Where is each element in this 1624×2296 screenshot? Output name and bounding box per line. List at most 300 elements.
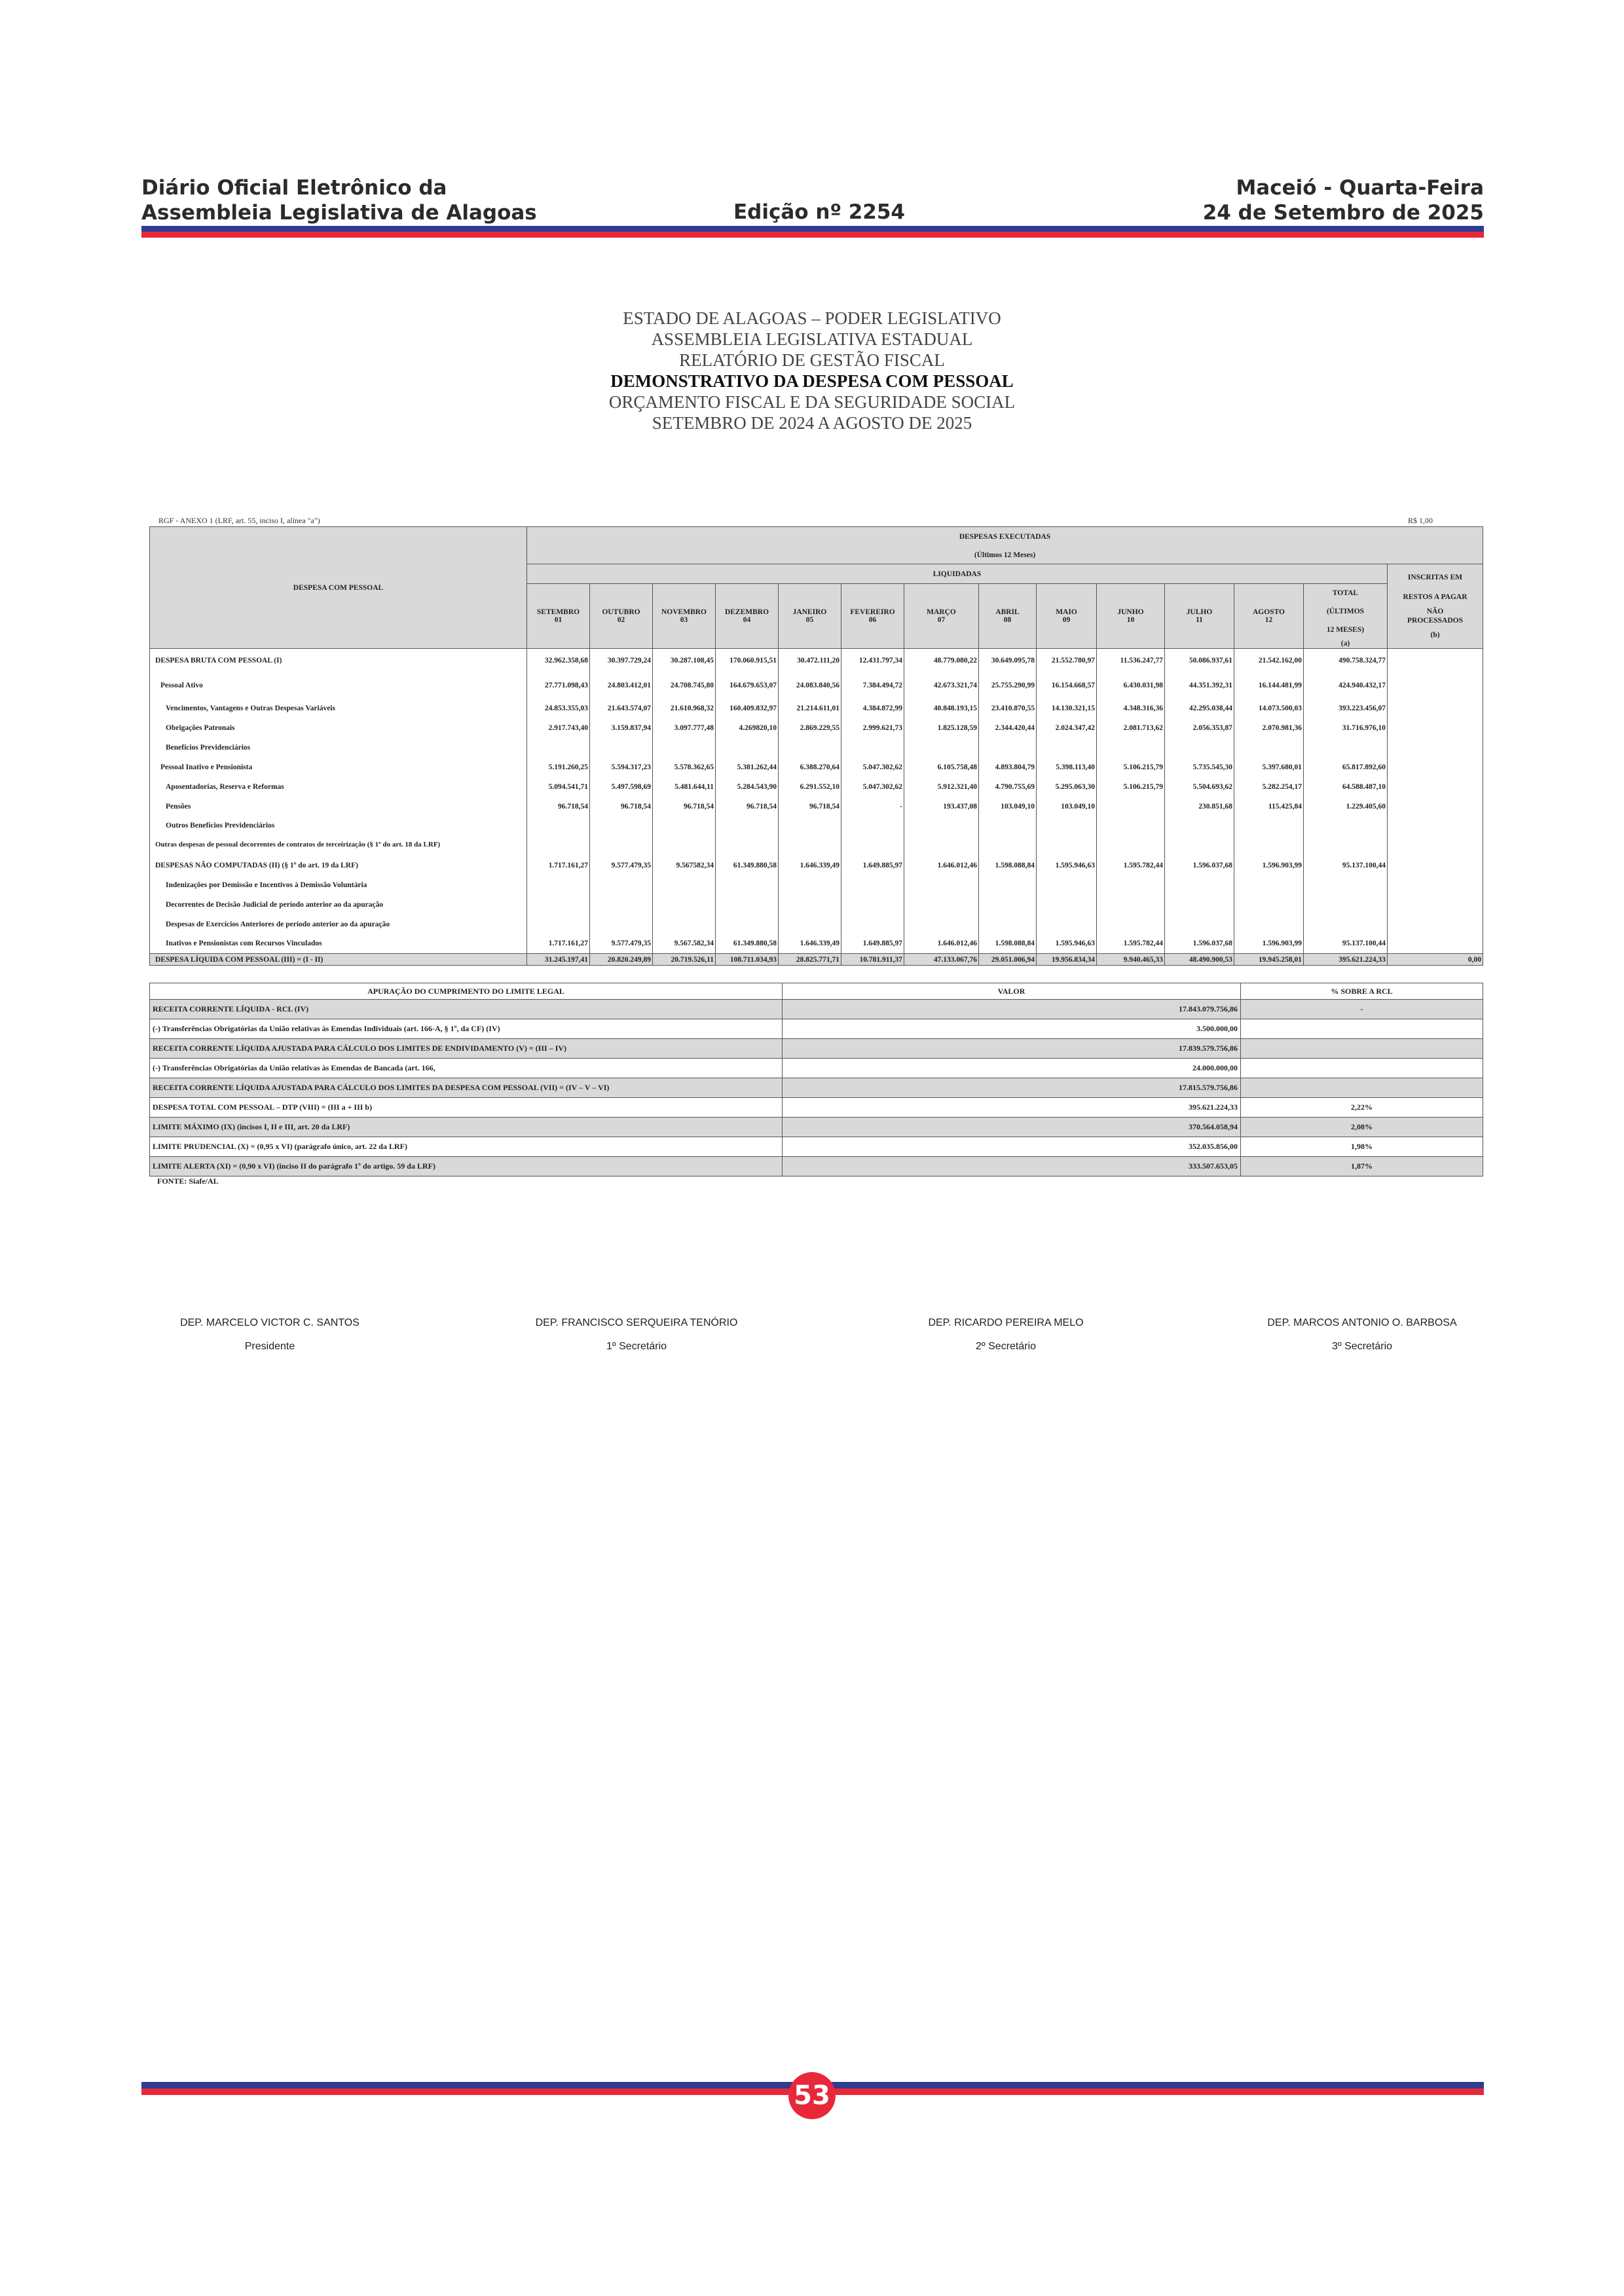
- row-value: [653, 875, 716, 895]
- header-month-9: [1097, 584, 1165, 649]
- row-value: 0,00: [1388, 954, 1483, 966]
- limit-percent: [1241, 1019, 1483, 1039]
- row-value: [1388, 875, 1483, 895]
- publication-date: [1203, 175, 1484, 225]
- row-value: 32.962.358,68: [527, 649, 590, 672]
- publication-title-line1: Diário Oficial Eletrônico da: [141, 176, 447, 200]
- row-label: Vencimentos, Vantagens e Outras Despesas Variáveis: [150, 699, 527, 718]
- row-value: [1165, 738, 1234, 757]
- row-value: [1234, 895, 1304, 915]
- month-name: ABRIL: [995, 608, 1020, 616]
- row-value: 108.711.034,93: [716, 954, 779, 966]
- signature-role: 3º Secretário: [1331, 1341, 1393, 1352]
- row-label: Pessoal Inativo e Pensionista: [150, 757, 527, 777]
- row-value: 5.106.215,79: [1097, 777, 1165, 797]
- header-month-2: [653, 584, 716, 649]
- row-value: 5.047.302,62: [841, 777, 904, 797]
- month-name: JUNHO: [1117, 608, 1144, 616]
- date-text: 24 de Setembro de 2025: [1202, 201, 1484, 225]
- row-value: 14.073.500,03: [1234, 699, 1304, 718]
- row-value: [841, 835, 904, 856]
- limit-percent: 1,98%: [1241, 1137, 1483, 1157]
- limit-label: RECEITA CORRENTE LÍQUIDA - RCL (IV): [150, 1000, 783, 1019]
- row-value: 5.047.302,62: [841, 757, 904, 777]
- row-value: [590, 816, 653, 835]
- row-value: 6.430.031,98: [1097, 672, 1165, 699]
- annex-label: RGF - ANEXO 1 (LRF, art. 55, inciso I, alínea "a"): [158, 516, 320, 525]
- row-value: 103.049,10: [979, 797, 1037, 816]
- row-value: 1.646.012,46: [904, 856, 979, 875]
- row-value: 5.912.321,40: [904, 777, 979, 797]
- signature-role: 1º Secretário: [606, 1341, 667, 1352]
- row-value: 5.094.541,71: [527, 777, 590, 797]
- row-value: 5.504.693,62: [1165, 777, 1234, 797]
- row-value: 21.214.611,01: [779, 699, 841, 718]
- table-row: [150, 875, 1483, 895]
- row-value: 5.295.063,30: [1037, 777, 1097, 797]
- row-value: [716, 816, 779, 835]
- month-num: 06: [868, 616, 877, 624]
- header-despesa: DESPESA COM PESSOAL: [150, 527, 527, 649]
- row-value: [904, 816, 979, 835]
- row-value: [1097, 797, 1165, 816]
- row-value: 44.351.392,31: [1165, 672, 1234, 699]
- row-value: [1304, 738, 1388, 757]
- signature-role: 2º Secretário: [975, 1341, 1037, 1352]
- row-value: [1388, 856, 1483, 875]
- month-name: FEVEREIRO: [850, 608, 895, 616]
- row-value: [716, 738, 779, 757]
- limit-row: [150, 1039, 1483, 1059]
- limit-label: LIMITE ALERTA (XI) = (0,90 x VI) (inciso II do parágrafo 1º do artigo. 59 da LRF): [150, 1157, 783, 1176]
- row-value: 5.735.545,30: [1165, 757, 1234, 777]
- row-label: Obrigações Patronais: [150, 718, 527, 738]
- row-value: [1304, 816, 1388, 835]
- row-value: 24.803.412,01: [590, 672, 653, 699]
- row-value: 164.679.653,07: [716, 672, 779, 699]
- row-label: Pensões: [150, 797, 527, 816]
- row-value: [1097, 875, 1165, 895]
- publication-title: [141, 175, 537, 225]
- row-value: 1.646.339,49: [779, 856, 841, 875]
- page-number: 53: [788, 2072, 836, 2119]
- limits-header-label: APURAÇÃO DO CUMPRIMENTO DO LIMITE LEGAL: [150, 983, 783, 1000]
- row-value: [1097, 738, 1165, 757]
- row-value: 20.719.526,11: [653, 954, 716, 966]
- row-value: [1165, 895, 1234, 915]
- row-value: 19.956.834,34: [1037, 954, 1097, 966]
- row-label: DESPESAS NÃO COMPUTADAS (II) (§ 1º do art. 19 da LRF): [150, 856, 527, 875]
- month-name: AGOSTO: [1253, 608, 1285, 616]
- row-value: 1.596.037,68: [1165, 856, 1234, 875]
- row-value: 393.223.456,07: [1304, 699, 1388, 718]
- row-value: 21.552.780,97: [1037, 649, 1097, 672]
- edition-number: Edição nº 2254: [733, 200, 906, 224]
- currency-unit: R$ 1,00: [1408, 516, 1433, 525]
- row-value: 48.779.080,22: [904, 649, 979, 672]
- row-value: [841, 895, 904, 915]
- limit-percent: 1,87%: [1241, 1157, 1483, 1176]
- row-label: DESPESA LÍQUIDA COM PESSOAL (III) = (I - II): [150, 954, 527, 966]
- row-value: 23.410.870,55: [979, 699, 1037, 718]
- row-value: 12.431.797,34: [841, 649, 904, 672]
- row-value: [590, 915, 653, 934]
- month-num: 05: [805, 616, 814, 624]
- row-value: 24.708.745,80: [653, 672, 716, 699]
- row-value: 1.595.782,44: [1097, 856, 1165, 875]
- source-note: FONTE: Siafe/AL: [157, 1176, 219, 1186]
- row-value: 4.893.804,79: [979, 757, 1037, 777]
- row-value: [779, 875, 841, 895]
- row-value: [590, 875, 653, 895]
- row-value: [1165, 816, 1234, 835]
- row-value: 1.229.405,60: [1304, 797, 1388, 816]
- row-value: 5.282.254,17: [1234, 777, 1304, 797]
- row-value: [527, 738, 590, 757]
- limit-value: 352.035.856,00: [783, 1137, 1241, 1157]
- row-value: 16.154.668,57: [1037, 672, 1097, 699]
- row-value: 42.673.321,74: [904, 672, 979, 699]
- row-value: 1.595.946,63: [1037, 934, 1097, 954]
- row-value: [1388, 934, 1483, 954]
- row-value: 61.349.880,58: [716, 934, 779, 954]
- row-value: 96.718,54: [779, 797, 841, 816]
- row-value: 1.646.339,49: [779, 934, 841, 954]
- report-title-line4: DEMONSTRATIVO DA DESPESA COM PESSOAL: [610, 371, 1014, 391]
- row-value: 2.869.229,55: [779, 718, 841, 738]
- row-value: [779, 816, 841, 835]
- row-value: [1388, 835, 1483, 856]
- header-stripe-red: [141, 232, 1484, 238]
- row-value: 24.853.355,03: [527, 699, 590, 718]
- limits-header-pct: % SOBRE A RCL: [1241, 983, 1483, 1000]
- row-value: 16.144.481,99: [1234, 672, 1304, 699]
- header-month-8: [1037, 584, 1097, 649]
- row-value: [979, 835, 1037, 856]
- limit-label: LIMITE MÁXIMO (IX) (incisos I, II e III, art. 20 da LRF): [150, 1118, 783, 1137]
- row-value: 170.060.915,51: [716, 649, 779, 672]
- month-num: 03: [680, 616, 688, 624]
- report-title-line1: ESTADO DE ALAGOAS – PODER LEGISLATIVO: [623, 308, 1001, 328]
- row-value: 96.718,54: [590, 797, 653, 816]
- limit-value: 17.839.579.756,86: [783, 1039, 1241, 1059]
- limit-percent: 2,08%: [1241, 1118, 1483, 1137]
- row-value: [1165, 875, 1234, 895]
- row-value: 1.596.903,99: [1234, 934, 1304, 954]
- row-value: 31.245.197,41: [527, 954, 590, 966]
- personnel-expense-table: [149, 526, 1483, 966]
- row-value: 21.643.574,07: [590, 699, 653, 718]
- table-row: [150, 738, 1483, 757]
- row-value: 48.490.900,53: [1165, 954, 1234, 966]
- table-row: [150, 895, 1483, 915]
- row-value: 3.097.777,48: [653, 718, 716, 738]
- row-value: 31.716.976,10: [1304, 718, 1388, 738]
- row-value: 1.646.012,46: [904, 934, 979, 954]
- row-value: 65.817.892,60: [1304, 757, 1388, 777]
- row-value: 5.594.317,23: [590, 757, 653, 777]
- row-label: Indenizações por Demissão e Incentivos à Demissão Voluntária: [150, 875, 527, 895]
- row-value: [1037, 738, 1097, 757]
- limit-row: [150, 1000, 1483, 1019]
- row-value: [1037, 915, 1097, 934]
- row-value: [1234, 835, 1304, 856]
- row-value: 96.718,54: [527, 797, 590, 816]
- row-value: 5.398.113,40: [1037, 757, 1097, 777]
- row-label: Inativos e Pensionistas com Recursos Vinculados: [150, 934, 527, 954]
- row-value: [1388, 895, 1483, 915]
- month-num: 01: [554, 616, 563, 624]
- month-name: OUTUBRO: [602, 608, 640, 616]
- row-value: [1037, 835, 1097, 856]
- row-value: [1388, 757, 1483, 777]
- row-value: [979, 816, 1037, 835]
- row-value: 424.940.432,17: [1304, 672, 1388, 699]
- month-num: 08: [1003, 616, 1012, 624]
- row-label: DESPESA BRUTA COM PESSOAL (I): [150, 649, 527, 672]
- total-line3: 12 MESES): [1326, 626, 1365, 634]
- limit-value: 24.000.000,00: [783, 1059, 1241, 1078]
- row-value: 1.717.161,27: [527, 934, 590, 954]
- month-name: MARÇO: [927, 608, 956, 616]
- total-line4: (a): [1340, 640, 1350, 647]
- row-value: [1388, 718, 1483, 738]
- header-month-3: [716, 584, 779, 649]
- header-month-11: [1234, 584, 1304, 649]
- row-value: 9.567582,34: [653, 856, 716, 875]
- row-value: 6.291.552,10: [779, 777, 841, 797]
- row-value: 1.596.903,99: [1234, 856, 1304, 875]
- row-value: [841, 816, 904, 835]
- row-label: Pessoal Ativo: [150, 672, 527, 699]
- row-value: [1234, 875, 1304, 895]
- table-row: [150, 835, 1483, 856]
- row-value: [1388, 777, 1483, 797]
- row-value: [841, 738, 904, 757]
- row-value: 7.384.494,72: [841, 672, 904, 699]
- row-value: 42.295.038,44: [1165, 699, 1234, 718]
- row-value: [904, 835, 979, 856]
- month-name: SETEMBRO: [536, 608, 580, 616]
- signature-name: DEP. FRANCISCO SERQUEIRA TENÓRIO: [535, 1317, 738, 1328]
- row-value: [904, 875, 979, 895]
- table-row: [150, 934, 1483, 954]
- table-row: [150, 816, 1483, 835]
- row-value: 1.595.946,63: [1037, 856, 1097, 875]
- month-num: 11: [1196, 616, 1203, 624]
- row-value: 21.610.968,32: [653, 699, 716, 718]
- row-label: Decorrentes de Decisão Judicial de período anterior ao da apuração: [150, 895, 527, 915]
- header-month-4: [779, 584, 841, 649]
- row-value: 1.649.885,97: [841, 934, 904, 954]
- row-value: 14.130.321,15: [1037, 699, 1097, 718]
- limit-percent: -: [1241, 1000, 1483, 1019]
- row-value: [979, 895, 1037, 915]
- row-value: 9.567.582,34: [653, 934, 716, 954]
- row-value: 1.598.088,84: [979, 934, 1037, 954]
- month-name: NOVEMBRO: [661, 608, 707, 616]
- report-title: [458, 308, 1166, 433]
- row-value: 4.384.872,99: [841, 699, 904, 718]
- city-weekday: Maceió - Quarta-Feira: [1236, 176, 1484, 200]
- row-value: 9.577.479,35: [590, 934, 653, 954]
- report-title-line6: SETEMBRO DE 2024 A AGOSTO DE 2025: [652, 413, 972, 433]
- row-value: 27.771.098,43: [527, 672, 590, 699]
- header-month-0: [527, 584, 590, 649]
- row-value: [1388, 699, 1483, 718]
- row-value: 5.381.262,44: [716, 757, 779, 777]
- row-value: 2.056.353,87: [1165, 718, 1234, 738]
- row-value: 490.758.324,77: [1304, 649, 1388, 672]
- table-row: [150, 649, 1483, 672]
- row-value: 29.051.006,94: [979, 954, 1037, 966]
- month-num: 10: [1126, 616, 1135, 624]
- signature-third-secretary: [1225, 1317, 1500, 1353]
- inscritas-line5: (b): [1430, 631, 1440, 639]
- row-value: 30.287.108,45: [653, 649, 716, 672]
- limit-percent: [1241, 1039, 1483, 1059]
- row-value: 96.718,54: [716, 797, 779, 816]
- row-value: [1304, 835, 1388, 856]
- header-month-7: [979, 584, 1037, 649]
- row-value: [1388, 797, 1483, 816]
- row-value: [1165, 915, 1234, 934]
- header-inscritas: [1388, 564, 1483, 649]
- inscritas-line1: INSCRITAS EM: [1407, 574, 1463, 581]
- row-value: [716, 875, 779, 895]
- row-value: [653, 738, 716, 757]
- month-num: 12: [1264, 616, 1273, 624]
- row-value: 4.269820,10: [716, 718, 779, 738]
- header-liquidadas: LIQUIDADAS: [527, 564, 1388, 584]
- limit-label: RECEITA CORRENTE LÍQUIDA AJUSTADA PARA CÁLCULO DOS LIMITES DA DESPESA COM PESSOAL (VII) = (IV – V – VI): [150, 1078, 783, 1098]
- row-value: 30.472.111,20: [779, 649, 841, 672]
- row-value: 6.388.270,64: [779, 757, 841, 777]
- row-value: [904, 738, 979, 757]
- row-value: 25.755.290,99: [979, 672, 1037, 699]
- header-month-10: [1165, 584, 1234, 649]
- row-value: 20.820.249,89: [590, 954, 653, 966]
- row-value: [1165, 835, 1234, 856]
- row-value: 115.425,84: [1234, 797, 1304, 816]
- row-label: Outros Benefícios Previdenciários: [150, 816, 527, 835]
- row-value: 2.917.743,40: [527, 718, 590, 738]
- row-value: [590, 738, 653, 757]
- report-title-line5: ORÇAMENTO FISCAL E DA SEGURIDADE SOCIAL: [608, 392, 1016, 412]
- limit-value: 17.815.579.756,86: [783, 1078, 1241, 1098]
- row-label: Aposentadorias, Reserva e Reformas: [150, 777, 527, 797]
- row-value: [653, 915, 716, 934]
- inscritas-line4: PROCESSADOS: [1407, 617, 1464, 625]
- row-value: [1234, 915, 1304, 934]
- month-name: JULHO: [1186, 608, 1213, 616]
- row-value: [1097, 835, 1165, 856]
- header-month-6: [904, 584, 979, 649]
- row-value: [779, 835, 841, 856]
- inscritas-line3: NÃO: [1426, 608, 1444, 615]
- row-value: [653, 816, 716, 835]
- row-value: 103.049,10: [1037, 797, 1097, 816]
- row-value: 1.649.885,97: [841, 856, 904, 875]
- month-num: 07: [937, 616, 946, 624]
- row-value: [653, 835, 716, 856]
- row-value: [1037, 816, 1097, 835]
- limit-value: 17.843.079.756,86: [783, 1000, 1241, 1019]
- row-value: [527, 915, 590, 934]
- limit-row: [150, 1059, 1483, 1078]
- row-value: [1388, 816, 1483, 835]
- header-month-5: [841, 584, 904, 649]
- row-value: 4.348.316,36: [1097, 699, 1165, 718]
- table-row: [150, 757, 1483, 777]
- limit-label: RECEITA CORRENTE LÍQUIDA AJUSTADA PARA CÁLCULO DOS LIMITES DE ENDIVIDAMENTO (V) = (III – IV): [150, 1039, 783, 1059]
- row-value: 3.159.837,94: [590, 718, 653, 738]
- limit-percent: 2,22%: [1241, 1098, 1483, 1118]
- publication-title-line2: Assembleia Legislativa de Alagoas: [141, 201, 537, 225]
- row-value: 1.595.782,44: [1097, 934, 1165, 954]
- row-value: 1.598.088,84: [979, 856, 1037, 875]
- row-label: Outras despesas de pessoal decorrentes de contratos de terceirização (§ 1º do art. 18 da LRF): [150, 835, 527, 856]
- row-value: 230.851,68: [1165, 797, 1234, 816]
- row-value: [527, 816, 590, 835]
- row-value: 95.137.100,44: [1304, 934, 1388, 954]
- table-row: [150, 672, 1483, 699]
- row-value: 160.409.832,97: [716, 699, 779, 718]
- report-title-line2: ASSEMBLEIA LEGISLATIVA ESTADUAL: [651, 329, 973, 349]
- row-value: 9.940.465,33: [1097, 954, 1165, 966]
- limit-value: 370.564.058,94: [783, 1118, 1241, 1137]
- row-value: [904, 895, 979, 915]
- table-row: [150, 777, 1483, 797]
- row-value: 64.588.487,10: [1304, 777, 1388, 797]
- row-value: [716, 835, 779, 856]
- month-name: JANEIRO: [792, 608, 827, 616]
- row-value: [590, 895, 653, 915]
- row-value: 2.999.621,73: [841, 718, 904, 738]
- table-row: [150, 915, 1483, 934]
- row-label: Benefícios Previdenciários: [150, 738, 527, 757]
- row-value: 1.825.128,59: [904, 718, 979, 738]
- month-num: 02: [617, 616, 625, 624]
- row-value: 95.137.100,44: [1304, 856, 1388, 875]
- row-value: 6.105.758,48: [904, 757, 979, 777]
- row-value: 96.718,54: [653, 797, 716, 816]
- limit-row: [150, 1157, 1483, 1176]
- limit-label: LIMITE PRUDENCIAL (X) = (0,95 x VI) (parágrafo único, art. 22 da LRF): [150, 1137, 783, 1157]
- row-value: [904, 915, 979, 934]
- month-num: 04: [743, 616, 751, 624]
- row-value: [1388, 649, 1483, 672]
- table-row: [150, 797, 1483, 816]
- row-value: 4.790.755,69: [979, 777, 1037, 797]
- row-value: -: [841, 797, 904, 816]
- row-value: 5.497.598,69: [590, 777, 653, 797]
- row-value: 47.133.067,76: [904, 954, 979, 966]
- row-value: 10.781.911,37: [841, 954, 904, 966]
- month-name: MAIO: [1056, 608, 1077, 616]
- row-value: 30.649.095,78: [979, 649, 1037, 672]
- header-ultimos: (Últimos 12 Meses): [527, 547, 1483, 564]
- row-value: [779, 915, 841, 934]
- row-value: [979, 915, 1037, 934]
- limit-row: [150, 1078, 1483, 1098]
- legal-limit-table: [149, 983, 1483, 1176]
- row-value: 1.717.161,27: [527, 856, 590, 875]
- row-value: 5.284.543,90: [716, 777, 779, 797]
- row-value: 2.070.981,36: [1234, 718, 1304, 738]
- row-value: [1037, 875, 1097, 895]
- row-value: [716, 915, 779, 934]
